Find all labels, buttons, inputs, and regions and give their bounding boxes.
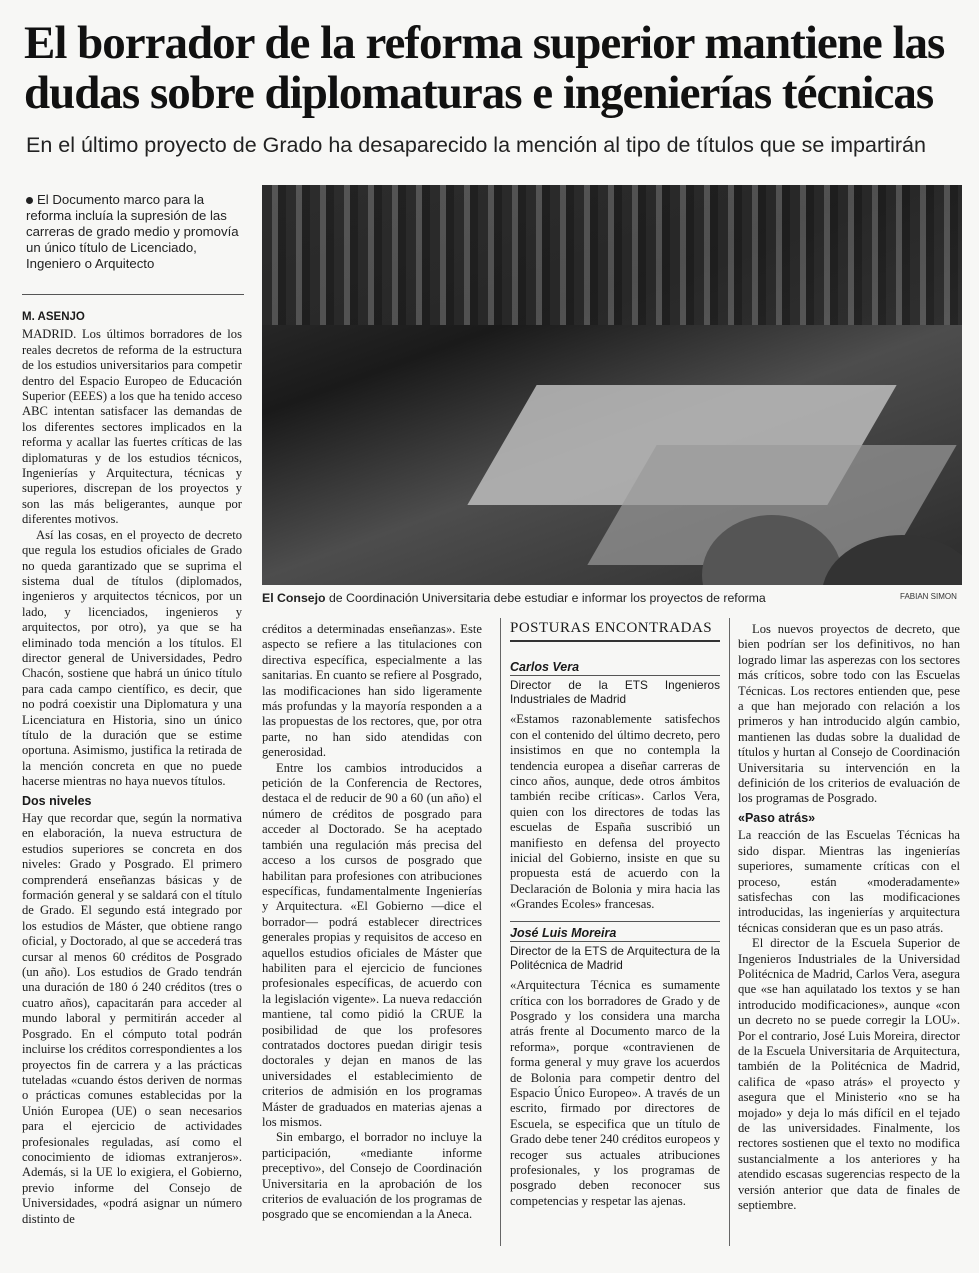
paragraph: Los nuevos proyectos de decreto, que bien podrían ser los definitivos, no han logrado limar las asperezas con los sectores más críticos, sobre todo con las Escuelas Técnicas. Los rectores entienden que, pese a que han mejorado con relación a los primeros y han introducido algún cambio, mantienen las dudas sobre la dualidad de títulos y hurtan al Consejo de Coordinación Universitaria su intervención en la definición de los criterios de evaluación de los programas de Posgrado. (738, 622, 960, 806)
person-name: Carlos Vera (510, 660, 720, 676)
box-divider (500, 618, 501, 1246)
article-column-4 (738, 622, 960, 1213)
news-photo (262, 185, 962, 585)
subhead: En el último proyecto de Grado ha desaparecido la mención al tipo de títulos que se impartirán (26, 133, 926, 157)
section-heading: Dos niveles (22, 793, 92, 808)
paragraph: créditos a determinadas enseñanzas». Este aspecto se refiere a las titulaciones con directiva específica, especialmente a las sanitarias. En cuanto se refiere al Posgrado, las modificaciones han sido ligeramente más profundas y la mayoría responden a a las propuestas de los rectores, que, por otra parte, no han sido atendidas con generosidad. (262, 622, 482, 760)
sidebar-box (510, 658, 720, 1209)
paragraph: Entre los cambios introducidos a petición de la Conferencia de Rectores, destaca el de reducir de 90 a 60 (un año) el número de créditos de posgrado para acceder al Doctorado. Se ha aceptado también una regulación más precisa del acceso a los cursos de posgrado que habilitan para profesiones con atribuciones específicas, fundamentalmente Ingenierías y Arquitectura. «El Gobierno —dice el borrador— podrá establecer directrices generales propias y requisitos de acceso en aquellos estudios oficiales de Máster que habiliten para el ejercicio de funciones profesionales específicas, de acuerdo con la legislación vigente». La nueva redacción mantiene, tal como pidió la CRUE la posibilidad de que los profesores contratados doctores puedan dirigir tesis doctorales y dejan en manos de las universidades el establecimiento de criterios de admisión en los programas Máster de graduados en materias ajenas a los mismos. (262, 760, 482, 1129)
headline: El borrador de la reforma superior mantiene las dudas sobre diplomaturas e ingenierías técnicas (24, 17, 945, 119)
summary-divider (22, 294, 244, 295)
bullet-icon (26, 197, 33, 204)
paragraph: Hay que recordar que, según la normativa en elaboración, la nueva estructura de estudios superiores se concreta en dos niveles: Grado y Posgrado. El primero comprenderá enseñanzas básicas y de formación general y se saldará con el título de Grado. El segundo está integrado por los estudios de Máster, que obtiene rango oficial, y Doctorado, al que se accederá tras cursar al menos 60 créditos de Posgrado (un año). Los estudios de Grado tendrán una duración de 180 ó 240 créditos (tres o cuatro años), capacitarán para acceder al mundo laboral y permitirán acceder al Posgrado. En el cómputo total podrán incluirse los créditos correspondientes a los proyectos fin de carrera y a las prácticas tuteladas «cuando éstos deriven de normas o prácticas comunes establecidas por la Unión Europea (UE) o sean necesarios para el ejercicio de actividades profesionales reguladas, así como el conocimiento de idiomas extranjeros». Además, si la UE lo exigiera, el Gobierno, previo informe del Consejo de Universidades, «podrá asignar un número distinto de (22, 811, 242, 1226)
photo-credit: FABIAN SIMON (900, 592, 957, 601)
caption-text: de Coordinación Universitaria debe estudiar e informar los proyectos de reforma (325, 591, 766, 605)
box-divider (729, 618, 730, 1246)
summary-box (26, 192, 248, 272)
caption-lead: El Consejo (262, 591, 326, 605)
sidebar-box-title: POSTURAS ENCONTRADAS (510, 620, 720, 642)
summary-text: El Documento marco para la reforma incluía la supresión de las carreras de grado medio y promovía un único título de Licenciado, Ingeniero o Arquitecto (26, 192, 239, 271)
quote-text: «Arquitectura Técnica es sumamente crítica con los borradores de Grado y de Posgrado y los considera una marcha atrás frente al Documento marco de la reforma», porque «contravienen de forma general y muy grave los acuerdos de Bolonia para competir dentro del Espacio Único Europeo». A través de un escrito, firmado por directores de Escuela, se especifica que un título de Grado debe tener 240 créditos europeos y recoger sus actuales atribuciones profesionales, y los programas de posgrado deben reconocer sus competencias y respetar las ajenas. (510, 978, 720, 1208)
photo-caption (262, 591, 822, 605)
paragraph: Sin embargo, el borrador no incluye la participación, «mediante informe preceptivo», del Consejo de Coordinación Universitaria en la aprobación de los criterios de evaluación de los programas de posgrado que se encomiendan a la Aneca. (262, 1130, 482, 1222)
quote-text: «Estamos razonablemente satisfechos con el contenido del último decreto, pero insistimos en que no contempla la tendencia europea a diseñar carreras de cinco años, aunque, dede otros ámbitos también recibe críticas». Carlos Vera, quien con los directores de todas las escuelas de España suscribió un manifiesto en defensa del proyecto inicial del Gobierno, insiste en que su propuesta está de acuerdo con la Declaración de Bolonia y mira hacia las «Grandes Ecoles» francesas. (510, 712, 720, 912)
article-column-1 (22, 310, 242, 1227)
paragraph: Así las cosas, en el proyecto de decreto que regula los estudios oficiales de Grado no queda garantizado que se suprima el sistema dual de títulos (diplomados, ingenieros y arquitectos técnicos, por un lado, y licenciados, ingenieros y arquitectos, por otro), ya que se ha eliminado toda mención a los títulos. El director general de Universidades, Pedro Chacón, sostiene que habrá un único título para cada campo científico, es decir, que no podrá coexistir una Diplomatura y una Licenciatura en Historia, sino un único título de la duración que se estime oportuna. Asimismo, justifica la retirada de la mención concreta en que no puede hacerse mientras no haya nuevos títulos. (22, 527, 242, 789)
paragraph: La reacción de las Escuelas Técnicas ha sido dispar. Mientras las ingenierías superiores, sumamente críticas con el proceso, están «moderadamente» satisfechas con las modificaciones introducidas, las ingenierías y arquitectura técnicas consideran que es un paso atrás. (738, 828, 960, 935)
person-name: José Luis Moreira (510, 926, 720, 942)
paragraph: El director de la Escuela Superior de Ingenieros Industriales de la Universidad Politécnica de Madrid, Carlos Vera, asegura que «se han aquilatado los textos y se han introducido modificaciones», aunque «con un decreto no se puede corregir la LOU». Por el contrario, José Luis Moreira, director de la Escuela Universitaria de Arquitectura, también de la Politécnica de Madrid, califica de «paso atrás» el proyecto y asegura que el Ministerio «no se ha mojado» y deja lo más difícil en el tejado de las universidades. Finalmente, los rectores sostienen que el texto no modifica sustancialmente a los anteriores y ha atendido escasas sugerencias respecto de la versión anterior que data de finales de septiembre. (738, 936, 960, 1213)
article-column-2 (262, 622, 482, 1223)
byline: M. ASENJO (22, 311, 85, 323)
person-role: Director de la ETS Ingenieros Industriales de Madrid (510, 678, 720, 707)
quote-divider (510, 921, 720, 922)
person-role: Director de la ETS de Arquitectura de la Politécnica de Madrid (510, 944, 720, 973)
section-heading: «Paso atrás» (738, 810, 816, 825)
photo-curtain (262, 185, 962, 325)
paragraph: MADRID. Los últimos borradores de los reales decretos de reforma de la estructura de los estudios universitarios para competir dentro del Espacio Europeo de Educación Superior (EEES) a los que ha tenido acceso ABC intentan satisfacer las demandas de los diferentes sectores implicados en la reforma y acallar las fuertes críticas de las diplomaturas y de los estudios técnicos, Ingenierías y Arquitectura, técnicas y superiores, discrepan de los proyectos y son las más beligerantes, aunque por diferentes motivos. (22, 327, 242, 527)
